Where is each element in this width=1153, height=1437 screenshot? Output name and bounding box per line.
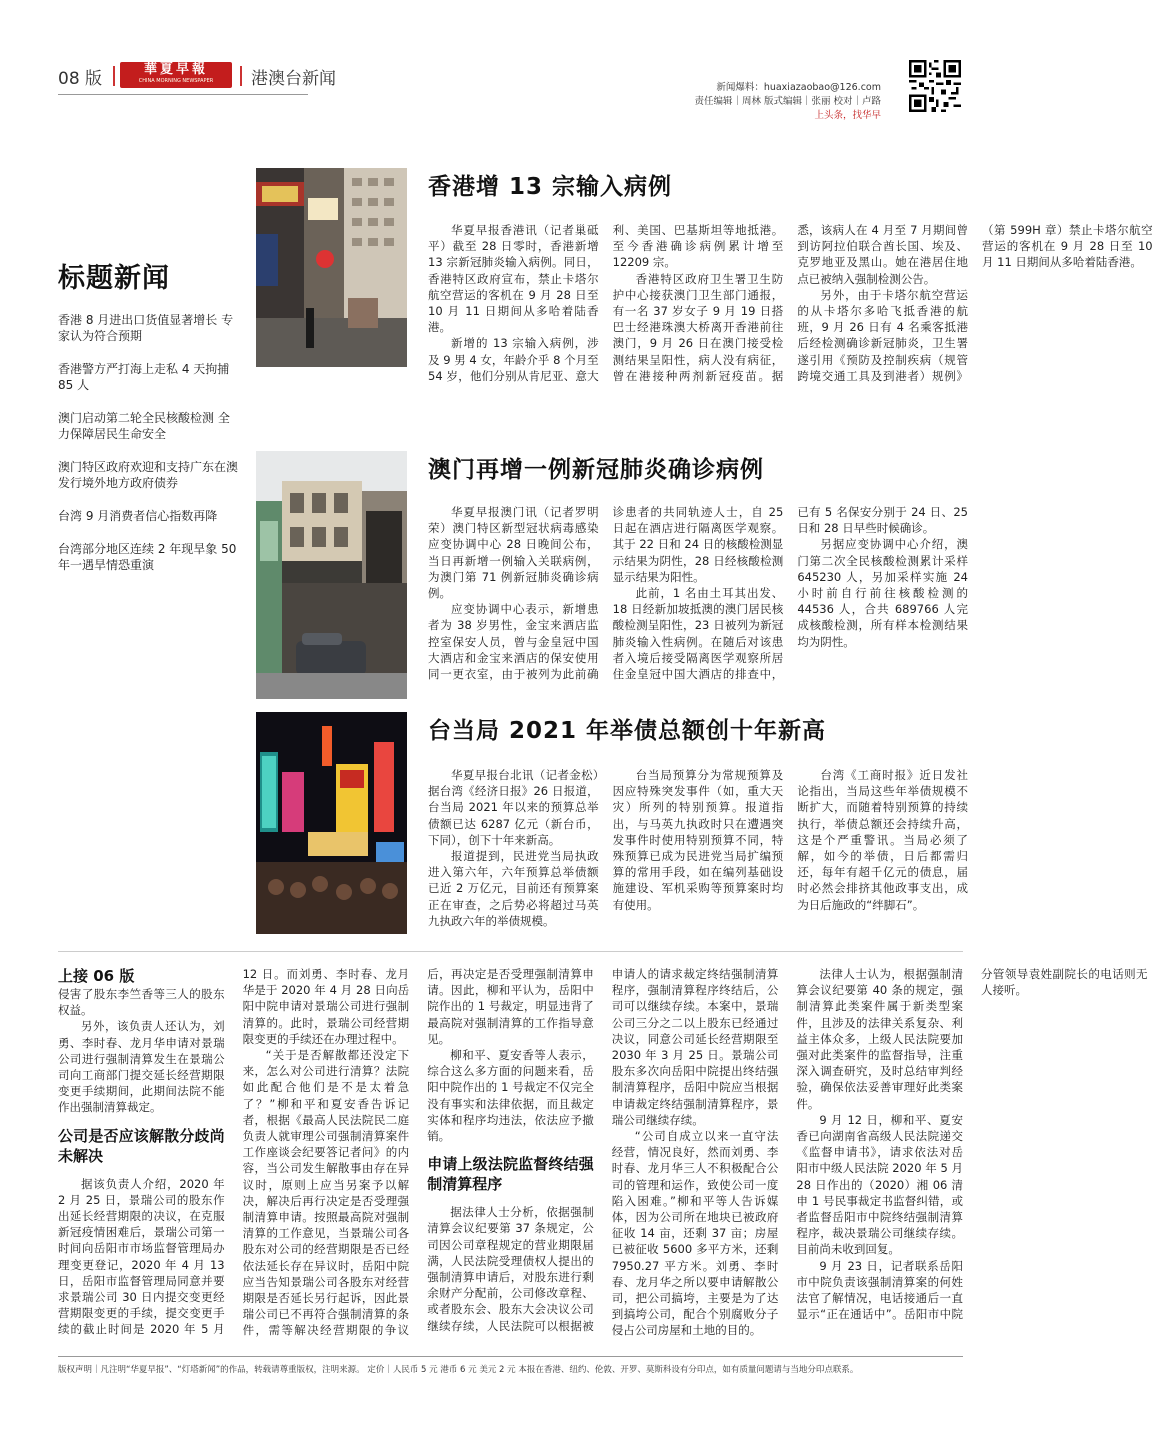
article-paragraph: 另外，该负责人还认为，刘勇、李时春、龙月华申请对景瑞公司进行强制清算发生在景瑞公司向工商部门提交延长经营期限变更手续期间，此期间法院不能作出强制清算裁定。 [58, 1019, 225, 1115]
article-paragraph: 法律人士认为，根据强制清算会议纪要第 40 条的规定，强制清算此类案件属于新类型案件，且涉及的法律关系复杂、利益主体众多，上级人民法院要加强对此类案件的监督指导，注重深入调查研究，及时总结审判经验，确保依法妥善审理好此类案件。 [796, 967, 963, 1111]
contact-email: 新闻爆料：huaxiazaobao@126.com [716, 82, 881, 93]
article-paragraph: “公司自成立以来一直守法经营，情况良好，然而刘勇、李时春、龙月华三人不积极配合公司的管理和运作，致使公司一度陷入困难。”柳和平等人告诉媒体，因为公司所在地块已被政府征收 14 亩，还剩 37 亩；房屋已被征收 5600 多平方米，还剩 7950.27 平方米。刘勇、李时春、龙月华之所以要申请解散公司，把公司搞垮，主要是为了达到搞垮公司，配合个别腐败分子侵占公司房屋和土地的目的。 [611, 1129, 779, 1338]
article-paragraph: 另外，由于卡塔尔航空营运的从卡塔尔多哈飞抵香港的航班，9 月 26 日有 4 名乘客抵港后经检测确诊新冠肺炎，卫生署遂引用《预防及控制疾病（规管跨境交通工具及到港者）规例》（第 599H 章）禁止卡塔尔航空营运的客机在 9 月 28 日至 10 月 11 日期间从多哈着陆香港。 [797, 223, 1153, 383]
article-paragraph: 台湾《工商时报》近日发社论指出，当局这些年举债规模不断扩大，而随着特别预算的持续执行，举债总额还会持续升高，这是个严重警讯。当局必须了解，如今的举债，日后都需归还，每年有超千亿元的债息，届时必然会排挤其他政事支出，成为日后施政的“绊脚石”。 [797, 768, 968, 912]
article-paragraph: 9 月 23 日，记者联系岳阳市中院负责该强制清算案的何姓法官了解情况，电话接通后一直显示“正在通话中”。岳阳市中院分管领导袁姓副院长的电话则无人接听。 [796, 967, 1148, 1322]
continued-label: 上接 06 版 [58, 967, 135, 985]
article-paragraph: 台当局预算分为常规预算及因应特殊突发事件（如，重大天灾）所列的特别预算。报道指出，与马英九执政时只在遭遇突发事件时使用特别预算不同，特殊预算已成为民进党当局扩编预算的常用手段，如在编列基础设施建设、军机采购等预算案时均有使用。 [612, 768, 784, 912]
article-paragraph: 据法律人士分析，依据强制清算会议纪要第 37 条规定，公司因公司章程规定的营业期限届满，人民法院受理债权人提出的强制清算申请后，对股东进行剩余财产分配前，公司修改章程、或者股东会、股东大会决议公司继续存续，人民法院可以根据被申请人的请求裁定终结强制清算程序，强制清算程序终结后，公司可以继续存续。本案中，景瑞公司三分之二以上股东已经通过决议，同意公司延长经营期限至 2030 年 3 月 25 日。景瑞公司股东多次向岳阳中院提出终结强制清算程序，岳阳中院应当根据申请裁定终结强制清算程序，景瑞公司继续存续。 [427, 967, 779, 1333]
article-paragraph: 新增的 13 宗输入病例，涉及 9 男 4 女，年龄介乎 8 个月至 54 岁，他们分别从肯尼亚、意大利、美国、巴基斯坦等地抵港。至今香港确诊病例累计增至 12209 宗。 [428, 223, 784, 383]
article-paragraph: 报道提到，民进党当局执政进入第六年，六年预算总举债额已近 2 万亿元，目前还有预算案正在审查，之后势必将超过马英九执政六年的举债规模。 [428, 849, 599, 928]
headline-item[interactable]: 澳门启动第二轮全民核酸检测 全力保障居民生命安全 [58, 411, 230, 441]
article-paragraph: 据该负责人介绍，2020 年 2 月 25 日，景瑞公司的股东作出延长经营期限的决议，在克服新冠疫情困难后，景瑞公司第一时间向岳阳市市场监督管理局办理变更登记，2020 年 4 月 13 日，岳阳市监督管理局同意并要求景瑞公司 30 日内提交变更经营期限变更的手续，提交变更手续的截止时间是 2020 年 5 月 12 日。而刘勇、李时春、龙月华是于 2020 年 4 月 28 日向岳阳中院申请对景瑞公司进行强制清算的。此时，景瑞公司经营期限变更的手续还在办理过程中。 [58, 967, 410, 1337]
headline-item[interactable]: 台湾部分地区连续 2 年现旱象 50 年一遇旱情恐重演 [58, 542, 237, 572]
headlines-list [58, 312, 238, 590]
article-paragraph: 另据应变协调中心介绍，澳门第二次全民核酸检测累计采样 645230 人，另加采样实施 24 小时前自行前往核酸检测的 44536 人，合共 689766 人完成核酸检测，所有样本检测结果均为阴性。 [797, 537, 968, 649]
article-paragraph: 应变协调中心表示，新增患者为 38 岁男性，金宝来酒店监控室保安人员，曾与金皇冠中国大酒店和金宝来酒店的保安使用同一更衣室，由于被列为此前确诊患者的共同轨迹人士，自 25 日起在酒店进行隔离医学观察。其于 22 日和 24 日的核酸检测显示结果为阴性，28 日经核酸检测显示结果为阳性。 [428, 505, 784, 682]
article-body [428, 504, 968, 698]
article-paragraph: 9 月 12 日，柳和平、夏安香已向湖南省高级人民法院递交《监督申请书》，请求依法对岳阳市中级人民法院 2020 年 5 月 28 日作出的（2020）湘 06 清申 1 号民事裁定书监督纠错，或者监督岳阳市中院终结强制清算程序，裁决景瑞公司继续存续。目前尚未收到回复。 [796, 1112, 963, 1257]
continued-article [58, 966, 1148, 1344]
article-body [428, 767, 968, 945]
article-paragraph: 华夏早报澳门讯（记者罗明荣）澳门特区新型冠状病毒感染应变协调中心 28 日晚间公布，当日再新增一例输入关联病例，为澳门第 71 例新冠肺炎确诊病例。 [428, 505, 599, 601]
header-rule [58, 94, 308, 95]
logo-subtext: CHINA MORNING NEWSPAPER [138, 78, 214, 84]
article-paragraph: 香港特区政府卫生署卫生防护中心接获澳门卫生部门通报，有一名 37 岁女子 9 月 19 日搭巴士经港珠澳大桥离开香港前往澳门，9 月 26 日在澳门接受检测结果呈阳性，病人没有病征，曾在港接种两剂新冠疫苗。据悉，该病人在 4 月至 7 月期间曾到访阿拉伯联合酋长国、埃及、克罗地亚及黑山。她在港居住地点已被纳入强制检测公告。 [612, 223, 968, 383]
article-paragraph: 侵害了股东李竺香等三人的股东权益。 [58, 987, 225, 1018]
taiwan-night-market-photo [256, 712, 407, 934]
editor-credits: 责任编辑｜周林 版式编辑｜张丽 校对｜卢路 [694, 96, 881, 107]
article-title: 澳门再增一例新冠肺炎确诊病例 [428, 457, 764, 483]
macau-street-photo [256, 451, 407, 699]
article-title: 台当局 2021 年举债总额创十年新高 [428, 718, 827, 744]
page-number: 08 版 [58, 69, 103, 89]
section-name: 港澳台新闻 [251, 69, 336, 89]
tagline: 上头条，找华早 [814, 110, 881, 121]
article-title: 香港增 13 宗输入病例 [428, 174, 673, 200]
newspaper-logo [120, 62, 232, 88]
header-separator [113, 66, 115, 86]
header-separator [240, 66, 242, 86]
article-paragraph: “关于是否解散都还没定下来，怎么对公司进行清算？法院如此配合他们是不是太着急了？”柳和平和夏安香告诉记者，根据《最高人民法院民二庭负责人就审理公司强制清算案件工作座谈会纪要答记者问》的内容，当公司发生解散事由存在异议时，原则上应当另案予以解决，解决后再行决定是否受理强制清算申请。按照最高院对强制清算的工作意见，当景瑞公司各股东对公司的经营期限是否已经依法延长存在异议时，岳阳中院应当告知景瑞公司各股东对经营期限是否延长另行起诉，因此景瑞公司已不再符合强制清算的条件，需等解决经营期限的争议后，再决定是否受理强制清算申请。因此，柳和平认为，岳阳中院作出的 1 号裁定，明显违背了最高院对强制清算的工作指导意见。 [242, 967, 594, 1338]
article-paragraph: 华夏早报台北讯（记者金松）据台湾《经济日报》26 日报道，台当局 2021 年以来的预算总举债额已达 6287 亿元（新台币，下同），创下十年来新高。 [428, 768, 599, 847]
headlines-title: 标题新闻 [58, 263, 170, 294]
logo-text: 華夏早報 [143, 62, 208, 77]
qr-code-icon[interactable] [909, 60, 961, 112]
page-header [58, 58, 961, 128]
article-body [428, 222, 1153, 400]
headline-item[interactable]: 香港 8 月进出口货值显著增长 专家认为符合预期 [58, 313, 234, 343]
headline-item[interactable]: 台湾 9 月消费者信心指数再降 [58, 509, 218, 523]
hong-kong-street-photo [256, 168, 407, 367]
editorial-contact [694, 81, 881, 123]
copyright-footer: 版权声明｜凡注明“华夏早报”、“灯塔新闻”的作品，转载请尊重版权，注明来源。 定价｜人民币 5 元 港币 6 元 美元 2 元 本报在香港、纽约、伦敦、开罗、莫斯科设有分印点，如有质量问题请与当地分印点联系。 [58, 1356, 963, 1375]
article-paragraph: 华夏早报香港讯（记者巢砥平）截至 28 日零时，香港新增 13 宗新冠肺炎输入病例。同日，香港特区政府宣布，禁止卡塔尔航空营运的客机在 9 月 28 日至 10 月 11 日期间从多哈着陆香港。 [428, 223, 599, 335]
subheading: 申请上级法院监督终结强制清算程序 [427, 1155, 594, 1194]
section-divider [58, 951, 963, 952]
article-paragraph: 柳和平、夏安香等人表示，综合这么多方面的问题来看，岳阳中院作出的 1 号裁定不仅完全没有事实和法律依据，而且裁定实体和程序均违法，依法应予撤销。 [427, 1048, 594, 1144]
headline-item[interactable]: 澳门特区政府欢迎和支持广东在澳发行境外地方政府债券 [58, 460, 239, 490]
headline-item[interactable]: 香港警方严打海上走私 4 天拘捕 85 人 [58, 362, 230, 392]
article-paragraph: 此前，1 名由土耳其出发、18 日经新加坡抵澳的澳门居民核酸检测呈阳性，23 日被列为新冠肺炎输入性病例。在随后对该患者入境后接受隔离医学观察所居住金皇冠中国大酒店的排查中，已有 5 名保安分别于 24 日、25 日和 28 日早些时候确诊。 [612, 505, 968, 682]
subheading: 公司是否应该解散分歧尚未解决 [58, 1126, 225, 1165]
